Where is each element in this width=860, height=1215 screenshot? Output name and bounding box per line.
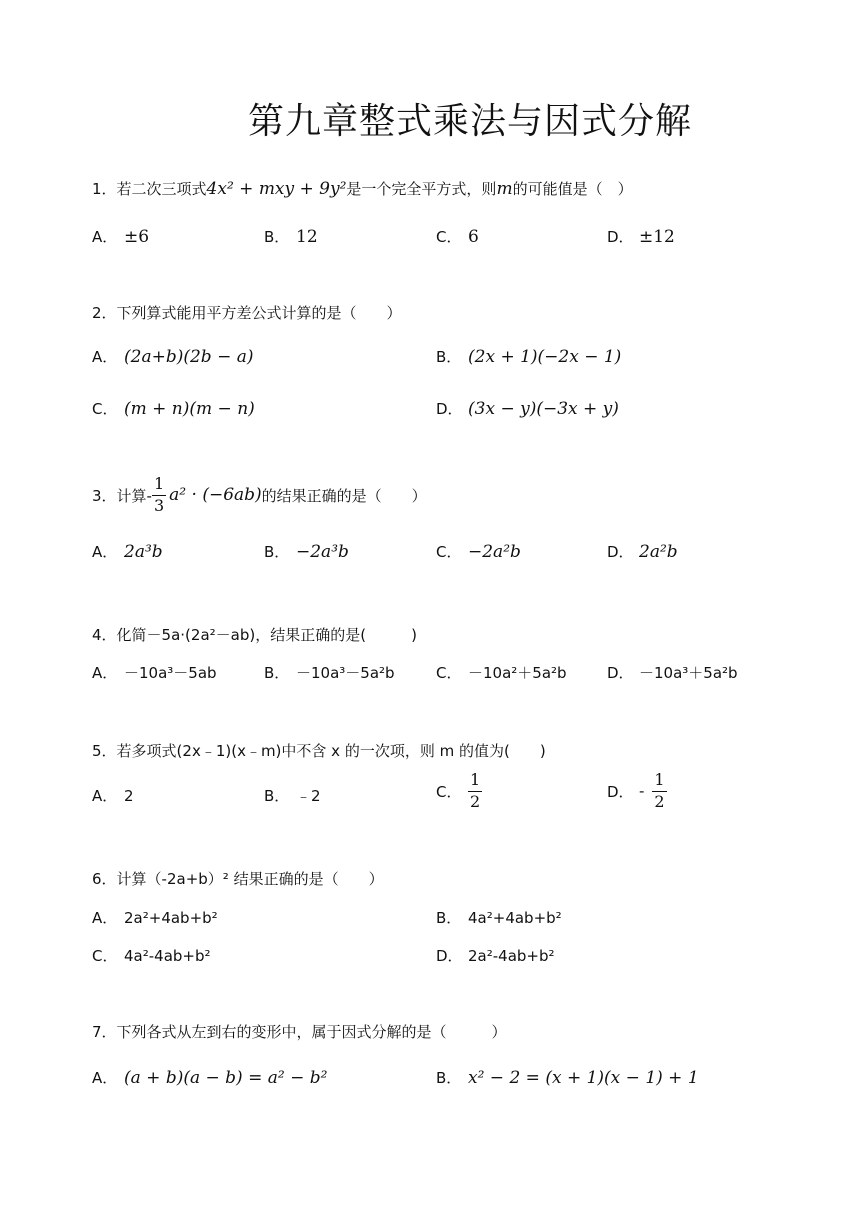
q6-option-d[interactable] bbox=[436, 945, 555, 966]
q7-option-b[interactable] bbox=[436, 1067, 699, 1088]
option-text: −2a²b bbox=[468, 541, 521, 562]
fraction-denominator: 3 bbox=[153, 495, 165, 515]
fraction-numerator: 1 bbox=[652, 772, 666, 792]
q3-option-a[interactable] bbox=[92, 541, 163, 562]
option-text: x² − 2 = (x + 1)(x − 1) + 1 bbox=[468, 1067, 699, 1088]
q3-option-d[interactable] bbox=[607, 541, 678, 562]
q6-option-a[interactable] bbox=[92, 907, 218, 928]
option-label: B． bbox=[436, 909, 462, 927]
page-title: 第九章整式乘法与因式分解 bbox=[248, 101, 693, 142]
option-text: －10a²＋5a²b bbox=[468, 664, 567, 682]
fraction-numerator: 1 bbox=[468, 772, 482, 792]
q1-stem-suffix: 的可能值是（ ） bbox=[512, 180, 633, 198]
q3-option-c[interactable] bbox=[436, 541, 521, 562]
option-text: 2 bbox=[124, 786, 134, 805]
question-2-stem: 2．下列算式能用平方差公式计算的是（ ） bbox=[92, 304, 402, 322]
q5-option-d[interactable] bbox=[607, 772, 667, 811]
q1-stem-math: 4x² + mxy + 9y² bbox=[206, 179, 347, 199]
q4-option-c[interactable] bbox=[436, 662, 567, 683]
option-label: D． bbox=[607, 228, 634, 246]
q1-option-b[interactable] bbox=[264, 226, 318, 247]
q6-option-c[interactable] bbox=[92, 945, 211, 966]
q7-option-a[interactable] bbox=[92, 1067, 327, 1088]
q3-option-b[interactable] bbox=[264, 541, 349, 562]
q2-option-b[interactable] bbox=[436, 346, 621, 367]
option-text: (2x + 1)(−2x − 1) bbox=[468, 346, 622, 367]
fraction-numerator: 1 bbox=[152, 476, 166, 496]
option-label: C． bbox=[436, 228, 462, 246]
question-1-stem bbox=[92, 178, 633, 199]
option-text: ﹣2 bbox=[296, 787, 321, 805]
option-label: D． bbox=[436, 400, 463, 418]
option-text: 2a²b bbox=[639, 541, 678, 562]
option-text: 6 bbox=[468, 226, 479, 247]
q3-stem-suffix: 的结果正确的是（ ） bbox=[261, 486, 427, 505]
option-text: －10a³－5a²b bbox=[296, 664, 395, 682]
q4-option-d[interactable] bbox=[607, 662, 738, 683]
q1-option-c[interactable] bbox=[436, 226, 479, 247]
option-label: A． bbox=[92, 543, 118, 561]
option-text: ±12 bbox=[639, 226, 675, 247]
option-label: B． bbox=[436, 348, 462, 366]
option-label: B． bbox=[436, 1069, 462, 1087]
q1-option-a[interactable] bbox=[92, 226, 149, 247]
option-text: (a + b)(a − b) = a² − b² bbox=[124, 1067, 328, 1088]
option-label: C． bbox=[92, 400, 118, 418]
option-text: −2a³b bbox=[296, 541, 349, 562]
option-label: A． bbox=[92, 664, 118, 682]
option-text: (m + n)(m − n) bbox=[124, 398, 255, 419]
question-7-stem: 7．下列各式从左到右的变形中，属于因式分解的是（ ） bbox=[92, 1023, 507, 1041]
option-text: 4a²-4ab+b² bbox=[124, 946, 211, 965]
option-label: A． bbox=[92, 1069, 118, 1087]
option-label: A． bbox=[92, 348, 118, 366]
q4-option-b[interactable] bbox=[264, 662, 395, 683]
fraction-denominator: 2 bbox=[470, 791, 481, 811]
q2-option-d[interactable] bbox=[436, 398, 619, 419]
option-label: B． bbox=[264, 543, 290, 561]
question-3-stem bbox=[92, 476, 427, 515]
option-text: 2a²+4ab+b² bbox=[124, 908, 218, 927]
option-text: (2a+b)(2b − a) bbox=[124, 346, 254, 367]
option-label: D． bbox=[607, 543, 634, 561]
option-label: C． bbox=[436, 543, 462, 561]
q1-stem-prefix: 1．若二次三项式 bbox=[92, 180, 207, 198]
fraction-denominator: 2 bbox=[654, 791, 665, 811]
option-label: A． bbox=[92, 787, 118, 805]
q3-fraction bbox=[152, 476, 166, 515]
option-text: 12 bbox=[296, 226, 318, 247]
q4-option-a[interactable] bbox=[92, 662, 217, 683]
option-text: 4a²+4ab+b² bbox=[468, 908, 562, 927]
option-label: D． bbox=[436, 947, 463, 965]
q2-option-a[interactable] bbox=[92, 346, 254, 367]
q3-stem-math: a² · (−6ab) bbox=[169, 485, 262, 506]
option-label: C． bbox=[92, 947, 118, 965]
option-label: B． bbox=[264, 664, 290, 682]
option-text: (3x − y)(−3x + y) bbox=[468, 398, 619, 419]
option-label: B． bbox=[264, 228, 290, 246]
option-label: D． bbox=[607, 664, 634, 682]
q5-option-b[interactable] bbox=[264, 785, 321, 806]
option-text: 2a²-4ab+b² bbox=[468, 946, 555, 965]
option-label: B． bbox=[264, 787, 290, 805]
option-sign: - bbox=[639, 782, 645, 801]
option-fraction bbox=[468, 772, 482, 811]
option-label: A． bbox=[92, 909, 118, 927]
option-text: －10a³－5ab bbox=[124, 664, 217, 682]
q1-option-d[interactable] bbox=[607, 226, 675, 247]
option-label: C． bbox=[436, 782, 462, 801]
option-label: C． bbox=[436, 664, 462, 682]
question-4-stem: 4．化简－5a·(2a²－ab)，结果正确的是( ) bbox=[92, 626, 417, 644]
question-6-stem: 6．计算（-2a+b）² 结果正确的是（ ） bbox=[92, 870, 384, 888]
q5-option-a[interactable] bbox=[92, 785, 134, 806]
option-label: D． bbox=[607, 782, 634, 801]
q5-option-c[interactable] bbox=[436, 772, 482, 811]
q3-stem-prefix: 3．计算- bbox=[92, 486, 152, 505]
q1-stem-var: m bbox=[496, 179, 513, 199]
q6-option-b[interactable] bbox=[436, 907, 562, 928]
option-label: A． bbox=[92, 228, 118, 246]
question-5-stem: 5．若多项式(2x﹣1)(x﹣m)中不含 x 的一次项，则 m 的值为( ) bbox=[92, 742, 546, 760]
option-fraction bbox=[652, 772, 666, 811]
q2-option-c[interactable] bbox=[92, 398, 255, 419]
option-text: 2a³b bbox=[124, 541, 163, 562]
option-text: ±6 bbox=[124, 226, 150, 247]
q1-stem-mid: 是一个完全平方式，则 bbox=[346, 180, 497, 198]
option-text: －10a³＋5a²b bbox=[639, 664, 738, 682]
